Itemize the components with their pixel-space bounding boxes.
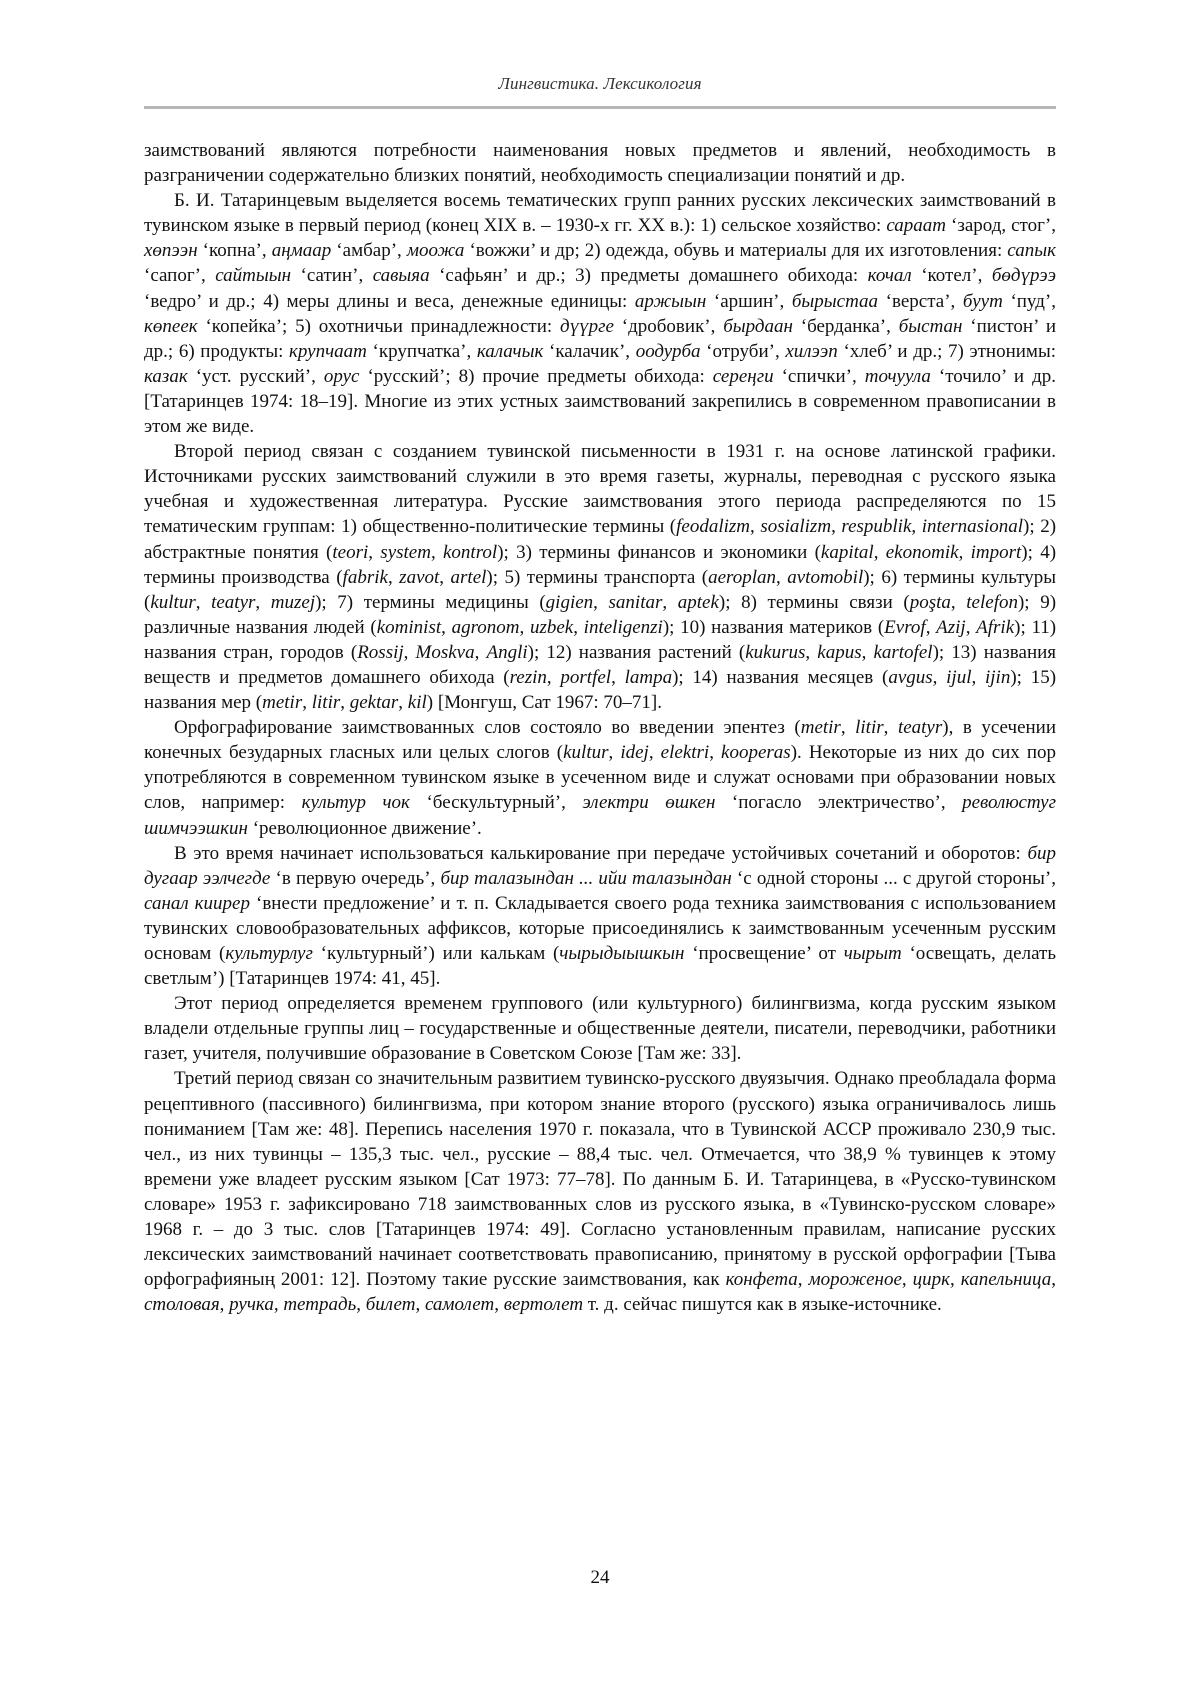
example-word: оодурба — [635, 340, 701, 362]
text-run: , — [195, 591, 212, 613]
text-run: , — [750, 516, 761, 538]
text-run: , — [398, 692, 408, 714]
text-run: , — [901, 1269, 913, 1291]
example-word: gigien — [545, 591, 594, 613]
text-run: ‘погасло электричество’, — [715, 792, 963, 814]
text-run: , — [441, 616, 452, 638]
text-run: ‘крупчатка’, — [366, 340, 477, 362]
example-word: uzbek — [529, 616, 574, 638]
example-word: электри өшкен — [582, 792, 716, 814]
text-run: , — [958, 541, 971, 563]
text-run: ‘берданка’, — [792, 315, 899, 337]
example-word: ijul — [946, 666, 972, 688]
text-run: ); 10) названия материков ( — [662, 616, 885, 638]
example-word: хөпээн — [144, 240, 198, 262]
example-word: столовая — [144, 1294, 220, 1316]
text-run: ‘русский’; 8) прочие предметы обихода: — [359, 365, 713, 387]
example-word: сереңги — [712, 365, 774, 387]
text-run: ). Некоторые из них до сих пор употребляются в современном тувинском языке в усеченном виде и служат основами при образовании новых слов, например: — [144, 742, 1057, 814]
example-word: avgus — [888, 666, 933, 688]
text-run: , — [430, 541, 443, 563]
paragraph-6 — [144, 991, 1056, 1066]
example-word: kominist — [376, 616, 442, 638]
text-run: ); 12) названия растений ( — [527, 641, 746, 663]
example-word: kartofel — [873, 641, 933, 663]
text-run: , — [415, 1294, 425, 1316]
text-run: Второй период связан с созданием тувинской письменности в 1931 г. на основе латинской графики. Источниками русских заимствований служили в это время газеты, журналы, переводная с русского языка учебная и художественная литература. Русские заимствования этого периода распределяются по 15 тематическим группам: 1) общественно-политические термины ( — [144, 441, 1056, 538]
text-run: , — [273, 1294, 284, 1316]
example-word: Angli — [486, 641, 528, 663]
example-word: agronom — [451, 616, 520, 638]
text-run: Этот период определяется временем группового (или культурного) билингвизма, когда русским языком владели отдельные группы лиц – государственные и общественные деятели, писатели, переводчики, работники газет, учителя, получившие образование в Советском Союзе [Там же: 33]. — [144, 993, 1056, 1065]
text-run: , — [608, 742, 621, 764]
text-run: , — [474, 641, 487, 663]
example-word: санал киирер — [144, 892, 250, 914]
text-run: , — [925, 616, 937, 638]
paragraph-2 — [144, 188, 1056, 439]
text-run: ); 8) термины связи ( — [718, 591, 910, 613]
text-run: ); 7) термины медицины ( — [315, 591, 546, 613]
example-word: rezin — [509, 666, 547, 688]
text-run: , — [662, 591, 678, 613]
text-run: ), в усечении конечных безударных гласных или целых слогов ( — [144, 717, 1057, 764]
example-word: сапык — [1007, 240, 1056, 262]
text-run: ); 15) названия мер ( — [144, 666, 1057, 714]
example-word: respublik — [841, 516, 912, 538]
paragraph-3 — [144, 439, 1056, 715]
example-word: казак — [144, 365, 188, 387]
text-run: , — [439, 566, 451, 588]
text-run: , — [971, 666, 985, 688]
example-word: ijin — [985, 666, 1011, 688]
example-word: kultur — [563, 742, 609, 764]
example-word: Afrik — [976, 616, 1015, 638]
example-word: Evrof — [884, 616, 926, 638]
paragraph-7 — [144, 1066, 1056, 1317]
text-run: , — [797, 1269, 809, 1291]
text-run: , — [302, 692, 312, 714]
text-run: , — [340, 692, 350, 714]
text-run: ); 3) термины финансов и экономики ( — [497, 541, 821, 563]
text-run: , — [883, 717, 898, 739]
example-word: idej — [620, 742, 649, 764]
example-word: poşta — [909, 591, 951, 613]
text-run: , — [911, 516, 922, 538]
text-run: , — [831, 516, 842, 538]
text-run: Б. И. Татаринцевым выделяется восемь тематических групп ранних русских лексических заимствований в тувинском языке в первый период (конец XIX в. – 1930-х гг. XX в.): 1) сельское хозяйство: — [144, 190, 1056, 237]
example-word: бир талазындан ... ийи талазындан — [440, 867, 732, 889]
example-word: zavot — [399, 566, 440, 588]
text-run: ); 9) различные названия людей ( — [144, 591, 1057, 638]
text-run: , — [648, 742, 661, 764]
text-run: , — [573, 616, 584, 638]
text-run: , — [873, 541, 886, 563]
example-word: аржыын — [634, 290, 707, 312]
example-word: kapital — [820, 541, 874, 563]
text-run: , — [611, 666, 625, 688]
example-word: feodalizm — [676, 516, 750, 538]
example-word: кочал — [867, 265, 912, 287]
example-word: Rossij — [357, 641, 404, 663]
example-word: Azij — [936, 616, 966, 638]
text-run: ) [Монгуш, Сат 1967: 70–71]. — [426, 692, 662, 714]
example-word: kontrol — [443, 541, 498, 563]
example-word: орус — [323, 365, 360, 387]
text-run: ‘революционное движение’. — [247, 817, 482, 839]
text-run: Орфографирование заимствованных слов состояло во введении эпентез ( — [174, 717, 801, 739]
text-run: ); 4) термины производства ( — [144, 541, 1057, 588]
text-run: ‘просвещение’ от — [684, 943, 844, 964]
article-body — [144, 138, 1056, 1317]
example-word: точуула — [864, 365, 931, 387]
example-word: аңмаар — [271, 240, 332, 262]
text-run: ‘котел’, — [911, 265, 992, 287]
text-run: ‘внести предложение’ и т. п. Складывается своего рода техника заимствования с использованием тувинских словообразовательных аффиксов, которые присоединялись к заимствованным усеченным русским основам ( — [144, 892, 1056, 964]
example-word: вертолет — [503, 1294, 584, 1316]
example-word: савыяа — [372, 265, 430, 287]
example-word: metir — [262, 692, 303, 714]
text-run: , — [709, 742, 722, 764]
example-word: билет — [365, 1294, 416, 1316]
example-word: ekonomik — [885, 541, 959, 563]
text-run: , — [776, 566, 788, 588]
example-word: культурлуг — [225, 943, 313, 964]
text-run: , — [932, 666, 947, 688]
example-word: самолет — [424, 1294, 495, 1316]
paragraph-1 — [144, 138, 1056, 188]
example-word: aeroplan — [708, 566, 776, 588]
text-run: ‘копейка’; 5) охотничьи принадлежности: — [197, 315, 560, 337]
text-run: т. д. сейчас пишутся как в языке-источнике. — [583, 1294, 942, 1316]
example-word: litir — [855, 717, 884, 739]
text-run: , — [219, 1294, 230, 1316]
text-run: , — [965, 616, 977, 638]
text-run: , — [546, 666, 561, 688]
text-run: ); 6) термины культуры ( — [144, 566, 1057, 613]
text-run: ‘уст. русский’, — [187, 365, 324, 387]
example-word: elektri — [660, 742, 710, 764]
text-run: ‘пуд’, — [1002, 290, 1056, 312]
text-run: , — [950, 1269, 961, 1291]
text-run: ‘освещать, делать светлым’) [Татаринцев 1974: 41, 45]. — [144, 943, 1057, 990]
example-word: культур чок — [301, 792, 410, 814]
text-run: , — [1051, 1269, 1057, 1291]
text-run: ‘пистон’ и др.; 6) продукты: — [144, 315, 1057, 362]
text-run: ‘ведро’ и др.; 4) меры длины и веса, денежные единицы: — [144, 290, 635, 312]
example-word: teatyr — [211, 591, 256, 613]
example-word: system — [380, 541, 431, 563]
example-word: muzej — [270, 591, 316, 613]
example-word: internasional — [921, 516, 1024, 538]
text-run: В это время начинает использоваться калькирование при передаче устойчивых сочетаний и оборотов: — [174, 842, 1028, 864]
text-run: ‘сатин’, — [291, 265, 373, 287]
example-word: portfel — [560, 666, 612, 688]
example-word: бир дугаар ээлчегде — [144, 842, 1056, 889]
example-word: сайтыын — [215, 265, 292, 287]
text-run: , — [593, 591, 609, 613]
example-word: fabrik — [342, 566, 388, 588]
page-number: 24 — [590, 1567, 610, 1588]
example-word: avtomobil — [787, 566, 864, 588]
text-run: ); 2) абстрактные понятия ( — [144, 516, 1057, 563]
example-word: калачык — [476, 340, 544, 362]
text-run: , — [387, 566, 400, 588]
example-word: революстуг шимчээшкин — [144, 792, 1056, 839]
paragraph-5 — [144, 841, 1056, 992]
example-word: тетрадь — [283, 1294, 357, 1316]
example-word: litir — [311, 692, 341, 714]
example-word: чырыдыышкын — [559, 943, 685, 964]
example-word: цирк — [912, 1269, 951, 1291]
text-run: ‘сафьян’ и др.; 3) предметы домашнего обихода: — [429, 265, 868, 287]
text-run: , — [805, 641, 818, 663]
text-run: Третий период связан со значительным развитием тувинско-русского двуязычия. Однако преобладала форма рецептивного (пассивного) билингвизма, при котором знание второго (русского) языка ограничивалось лишь пониманием [Там же: 48]. Перепись населения 1970 г. показала, что в Тувинской АССР проживало 230,9 тыс. чел., из них тувинцы – 135,3 тыс. чел., русские – 88,4 тыс. чел. Отмечается, что 38,9 % тувинцев к этому времени уже владеет русским языком [Сат 1973: 77–78]. По данным Б. И. Татаринцева, в «Русско-тувинском словаре» 1953 г. зафиксировано 718 заимствованных слов из русского языка, в «Тувинско-русском словаре» 1968 г. – до 3 тыс. слов [Татаринцев 1974: 49]. Согласно установленным правилам, написание русских лексических заимствований начинает соответствовать правописанию, принятому в русской орфографии [Тыва орфографияның 2001: 12]. Поэтому такие русские заимствования, как — [144, 1068, 1056, 1291]
text-run: ); 5) термины транспорта ( — [486, 566, 709, 588]
text-run: ‘бескультурный’, — [409, 792, 583, 814]
text-run: , — [861, 641, 874, 663]
example-word: мороженое — [808, 1269, 902, 1291]
example-word: быстан — [898, 315, 963, 337]
example-word: lampa — [624, 666, 673, 688]
text-run: , — [519, 616, 530, 638]
text-run: ‘вожжи’ и др; 2) одежда, обувь и материалы для их изготовления: — [464, 240, 1008, 262]
text-run: , — [403, 641, 416, 663]
example-word: бырдаан — [723, 315, 793, 337]
example-word: artel — [450, 566, 487, 588]
example-word: бөдүрээ — [991, 265, 1057, 287]
text-run: ‘точило’ и др. [Татаринцев 1974: 18–19]. Многие из этих устных заимствований закрепились в современном правописании в этом же виде. — [144, 365, 1056, 438]
example-word: teori — [332, 541, 369, 563]
paragraph-4 — [144, 715, 1056, 840]
text-run: , — [494, 1294, 504, 1316]
example-word: sosializm — [760, 516, 832, 538]
example-word: aptek — [677, 591, 719, 613]
text-run: , — [840, 717, 856, 739]
example-word: kooperas — [721, 742, 791, 764]
example-word: kil — [407, 692, 427, 714]
example-word: сараат — [886, 215, 946, 237]
example-word: inteligenzi — [583, 616, 663, 638]
text-run: ); 13) названия веществ и предметов домашнего обихода ( — [144, 641, 1057, 688]
example-word: ручка — [229, 1294, 274, 1316]
text-run: заимствований являются потребности наименования новых предметов и явлений, необходимость в разграничении содержательно близких понятий, необходимость специализации понятий и др. — [144, 140, 1056, 187]
example-word: хилээп — [785, 340, 838, 362]
text-run: ‘спички’, — [773, 365, 865, 387]
text-run: ); 14) названия месяцев ( — [672, 666, 889, 688]
example-word: metir — [800, 717, 841, 739]
example-word: буут — [962, 290, 1003, 312]
text-run: , — [950, 591, 967, 613]
text-run: , — [255, 591, 271, 613]
text-run: ‘амбар’, — [331, 240, 407, 262]
text-run: ‘сапог’, — [144, 265, 216, 287]
text-run: ‘калачик’, — [543, 340, 636, 362]
text-run: ‘отруби’, — [700, 340, 786, 362]
text-run: ‘в первую очередь’, — [270, 867, 441, 889]
example-word: Moskva — [415, 641, 475, 663]
example-word: kultur — [150, 591, 196, 613]
example-word: моожа — [406, 240, 465, 262]
text-run: , — [356, 1294, 366, 1316]
example-word: чырыт — [843, 943, 902, 964]
example-word: бырыстаа — [791, 290, 879, 312]
example-word: конфета — [725, 1269, 798, 1291]
text-run: ‘копна’, — [197, 240, 272, 262]
header-rule — [144, 106, 1056, 109]
example-word: teatyr — [897, 717, 943, 739]
text-run: ‘культурный’) или калькам ( — [312, 943, 560, 964]
example-word: sanitar — [608, 591, 663, 613]
example-word: gektar — [349, 692, 399, 714]
text-run: ‘с одной стороны ... с другой стороны’, — [731, 867, 1056, 889]
text-run: ‘зарод, стог’, — [946, 215, 1056, 237]
example-word: telefon — [966, 591, 1018, 613]
text-run: ‘верста’, — [878, 290, 963, 312]
example-word: import — [970, 541, 1022, 563]
text-run: ); 11) названия стран, городов ( — [144, 616, 1057, 663]
example-word: kapus — [817, 641, 862, 663]
example-word: көпеек — [144, 315, 198, 337]
example-word: kukurus — [745, 641, 806, 663]
example-word: крупчаат — [289, 340, 367, 362]
text-run: ‘дробовик’, — [613, 315, 724, 337]
running-header: Лингвистика. Лексикология — [498, 74, 702, 93]
text-run: ‘хлеб’ и др.; 7) этнонимы: — [837, 340, 1056, 362]
text-run: ‘аршин’, — [706, 290, 792, 312]
example-word: капельница — [960, 1269, 1052, 1291]
text-run: , — [368, 541, 381, 563]
example-word: дүүрге — [559, 315, 614, 337]
